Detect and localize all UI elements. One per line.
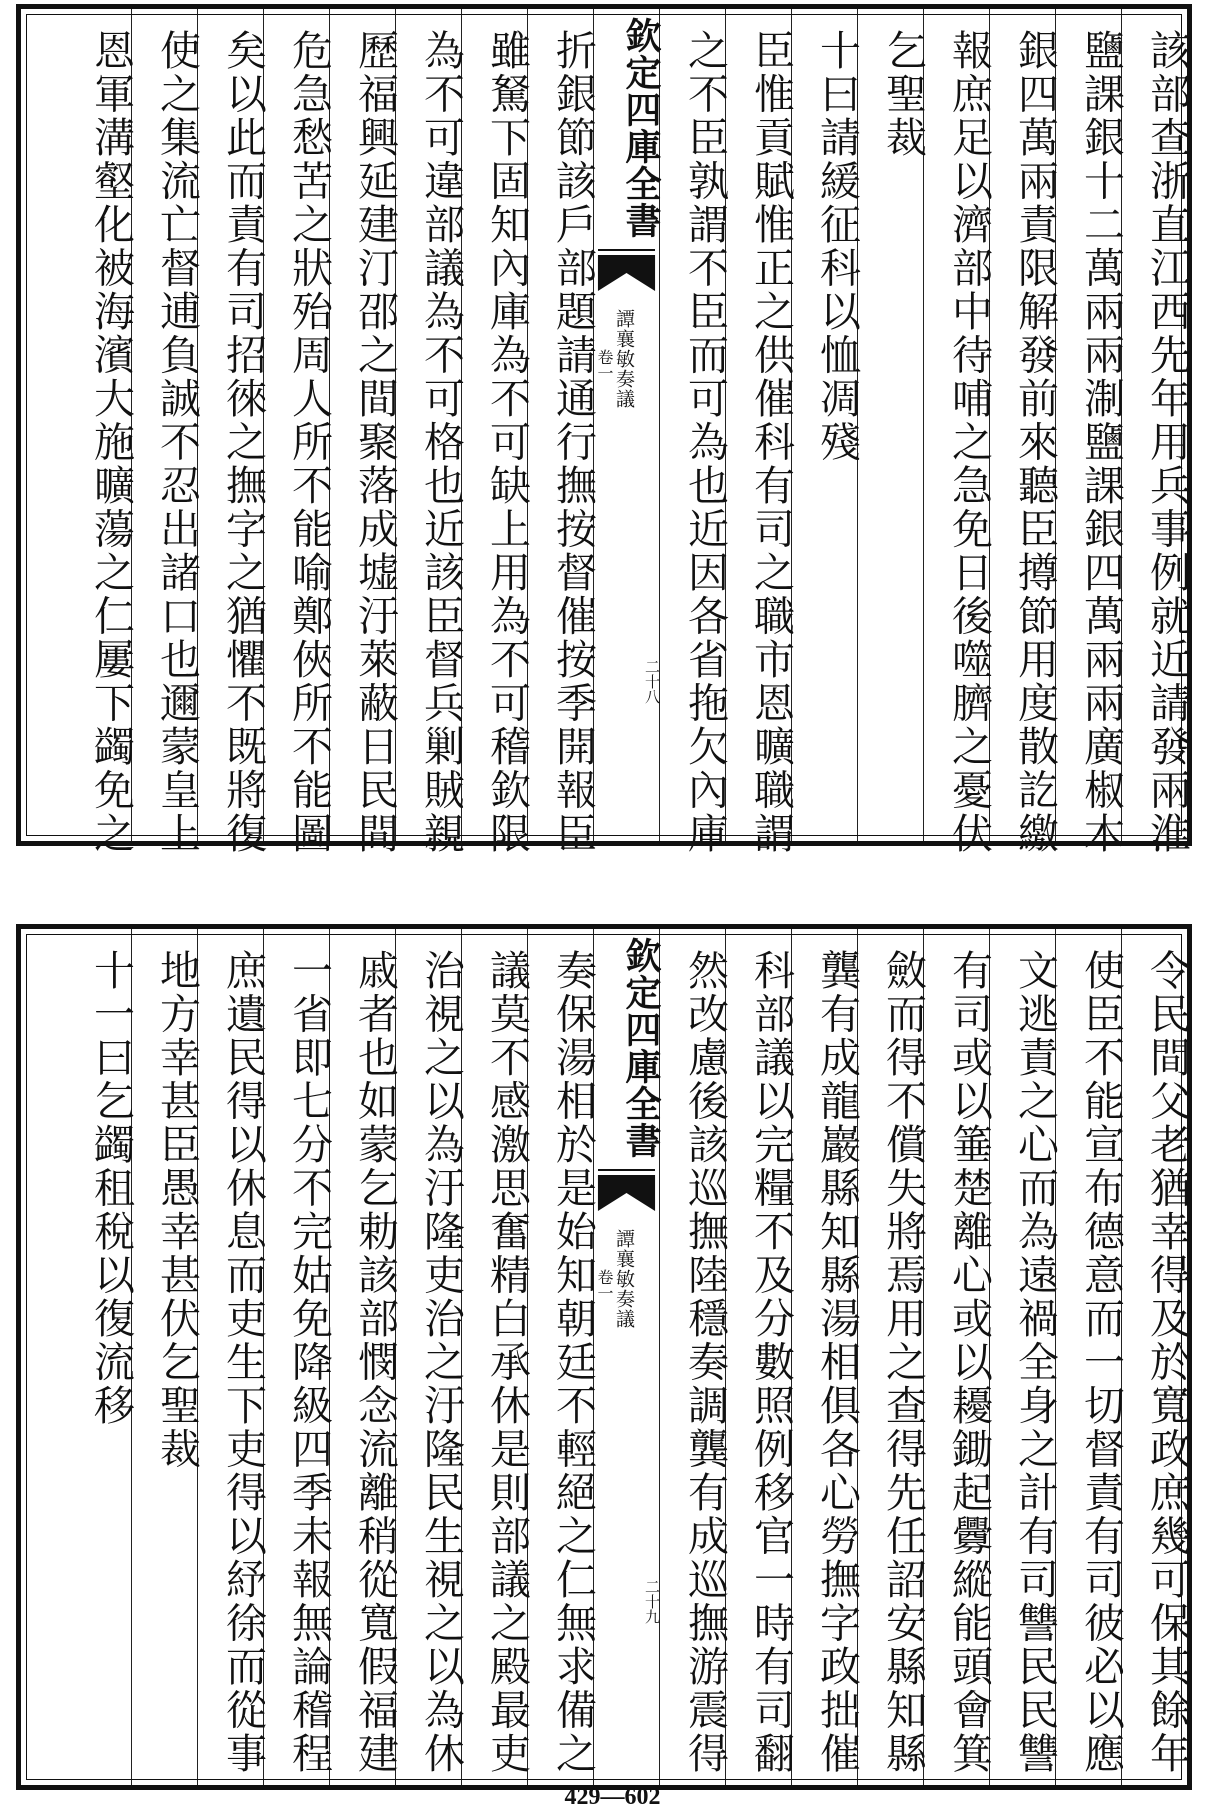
text-column: 雖駑下固知內庫為不可缺上用為不可稽欽限 [461, 9, 527, 841]
text-column: 銀四萬兩責限解發前來聽臣撙節用度散訖繳 [989, 9, 1055, 841]
text-column: 令民間父老猶幸得及於寬政庶幾可保其餘年 [1121, 929, 1187, 1785]
text-column: 臣惟貢賦惟正之供催科有司之職市恩曠職謂 [725, 9, 791, 841]
text-column: 為不可違部議為不可格也近該臣督兵剿賊親 [395, 9, 461, 841]
volume-label: 卷一 [595, 1269, 614, 1301]
text-column: 十一曰乞蠲租稅以復流移 [87, 949, 135, 1428]
text-column: 鹽課銀十二萬兩兩淛鹽課銀四萬兩兩廣椒木 [1055, 9, 1121, 841]
text-column: 然改慮後該巡撫陸穩奏調龔有成巡撫游震得 [659, 929, 725, 1785]
text-column: 危急愁苦之狀殆周人所不能喻鄭俠所不能圖 [263, 9, 329, 841]
text-column: 歷福興延建汀邵之間聚落成墟汙萊蔽日民間 [329, 9, 395, 841]
title-rule [598, 1169, 655, 1171]
text-column: 矣以此而責有司招徠之撫字之猶懼不既將復 [197, 9, 263, 841]
text-column: 有司或以箠楚離心或以耰鋤起釁縱能頭會箕 [923, 929, 989, 1785]
text-column: 一省即七分不完姑免降級四季未報無論稽程 [263, 929, 329, 1785]
center-fold [593, 9, 662, 841]
text-column: 龔有成龍巖縣知縣湯相俱各心勞撫字政拙催 [791, 929, 857, 1785]
text-column: 戚者也如蒙乞勅該部憫念流離稍從寬假福建 [329, 929, 395, 1785]
folio-number: 二十八 [643, 659, 661, 704]
text-column: 使之集流亡督逋負誠不忍出諸口也邇蒙皇上 [131, 9, 197, 841]
book-title: 欽定四庫全書 [620, 937, 662, 1159]
text-column: 治視之以為汙隆吏治之汙隆民生視之以為休 [395, 929, 461, 1785]
top-page [16, 4, 1192, 856]
text-column: 奏保湯相於是始知朝廷不輕絕之仁無求備之 [527, 929, 593, 1785]
text-column: 斂而得不償失將焉用之查得先任詔安縣知縣 [857, 929, 923, 1785]
text-column: 折銀節該戶部題請通行撫按督催按季開報臣 [527, 9, 593, 841]
text-column: 地方幸甚臣愚幸甚伏乞聖裁 [131, 929, 197, 1785]
text-column: 之不臣孰謂不臣而可為也近因各省拖欠內庫 [659, 9, 725, 841]
book-title: 欽定四庫全書 [620, 17, 662, 239]
text-column: 十曰請緩征科以恤凋殘 [791, 9, 857, 841]
text-column: 報庶足以濟部中待哺之急免日後噬臍之憂伏 [923, 9, 989, 841]
fishtail-mark [594, 255, 659, 291]
text-column: 文逃責之心而為遠禍全身之計有司讐民民讐 [989, 929, 1055, 1785]
text-column: 該部查浙直江西先年用兵事例就近請發兩淮 [1121, 9, 1187, 841]
folio-number: 二十九 [643, 1579, 661, 1624]
text-column: 乞聖裁 [857, 9, 923, 841]
fishtail-mark [594, 1175, 659, 1211]
text-column: 庶遺民得以休息而吏生下吏得以紓徐而從事 [197, 929, 263, 1785]
page-number: 429—602 [564, 1784, 661, 1810]
text-column: 使臣不能宣布德意而一切督責有司彼必以應 [1055, 929, 1121, 1785]
bottom-page [16, 924, 1192, 1790]
text-column: 科部議以完糧不及分數照例移官一時有司翻 [725, 929, 791, 1785]
volume-label: 卷一 [595, 349, 614, 381]
text-column: 恩軍溝壑化被海濱大施曠蕩之仁屢下蠲免之 [87, 29, 135, 856]
text-column: 議莫不感激思奮精白承休是則部議之殿最吏 [461, 929, 527, 1785]
title-rule [598, 249, 655, 251]
work-title: 譚襄敏奏議 [613, 1229, 635, 1329]
center-fold [593, 929, 662, 1785]
work-title: 譚襄敏奏議 [613, 309, 635, 409]
